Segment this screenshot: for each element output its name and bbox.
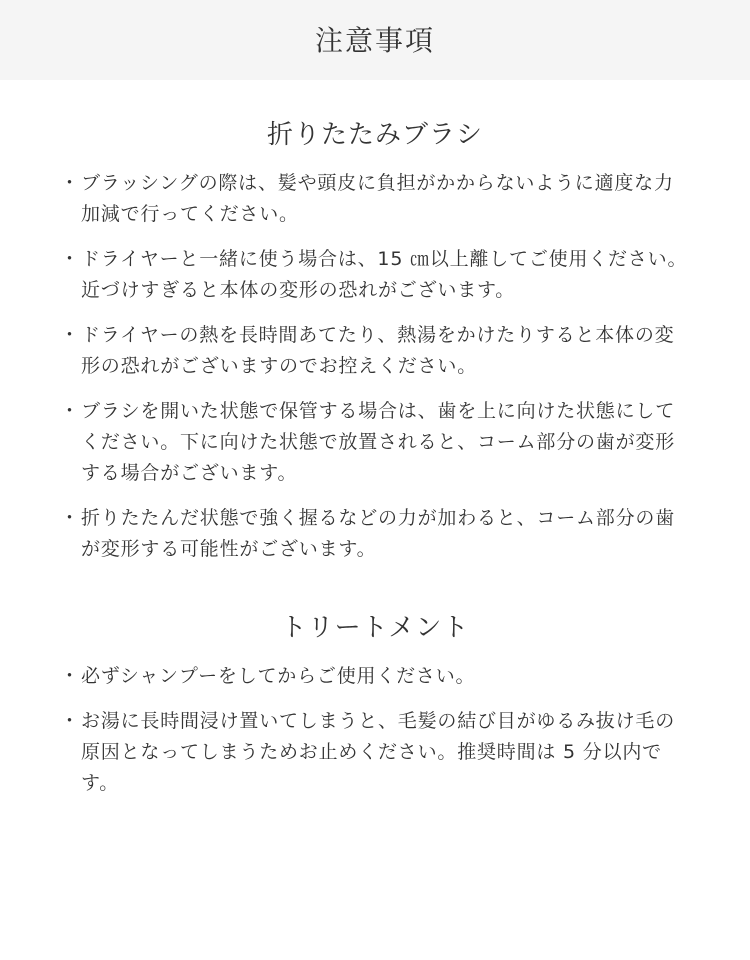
note-text: ドライヤーの熱を長時間あてたり、熱湯をかけたりすると本体の変形の恐れがございますのでお控えください。: [81, 324, 675, 377]
section-folding-brush: [0, 117, 750, 565]
note-item: [60, 706, 690, 799]
bullet-icon: ・: [60, 665, 80, 687]
section-treatment: [0, 610, 750, 799]
bullet-icon: ・: [60, 507, 80, 529]
notes-list-treatment: [60, 661, 690, 799]
bullet-icon: ・: [60, 324, 80, 346]
bullet-icon: ・: [60, 248, 80, 270]
section-title-treatment: トリートメント: [280, 613, 470, 643]
notes-list-folding-brush: [60, 168, 690, 565]
note-item: [60, 244, 690, 306]
note-item: [60, 661, 690, 692]
note-text: ブラシを開いた状態で保管する場合は、歯を上に向けた状態にしてください。下に向けた状態で放置されると、コーム部分の歯が変形する場合がございます。: [81, 400, 676, 484]
note-item: [60, 168, 690, 230]
note-text: 折りたたんだ状態で強く握るなどの力が加わると、コーム部分の歯が変形する可能性がございます。: [81, 507, 676, 560]
note-text: ブラッシングの際は、髪や頭皮に負担がかからないように適度な力加減で行ってください。: [81, 172, 674, 225]
bullet-icon: ・: [60, 172, 80, 194]
bullet-icon: ・: [60, 400, 80, 422]
page-title: 注意事項: [314, 24, 435, 57]
note-item: [60, 320, 690, 382]
section-title-folding-brush: 折りたたみブラシ: [266, 120, 483, 150]
bullet-icon: ・: [60, 710, 80, 732]
note-text: ドライヤーと一緒に使う場合は、15 ㎝以上離してご使用ください。近づけすぎると本体の変形の恐れがございます。: [81, 248, 688, 301]
note-item: [60, 396, 690, 489]
note-item: [60, 503, 690, 565]
note-text: 必ずシャンプーをしてからご使用ください。: [81, 665, 476, 687]
page-header: [0, 0, 750, 80]
note-text: お湯に長時間浸け置いてしまうと、毛髪の結び目がゆるみ抜け毛の原因となってしまうためお止めください。推奨時間は 5 分以内です。: [81, 710, 676, 794]
